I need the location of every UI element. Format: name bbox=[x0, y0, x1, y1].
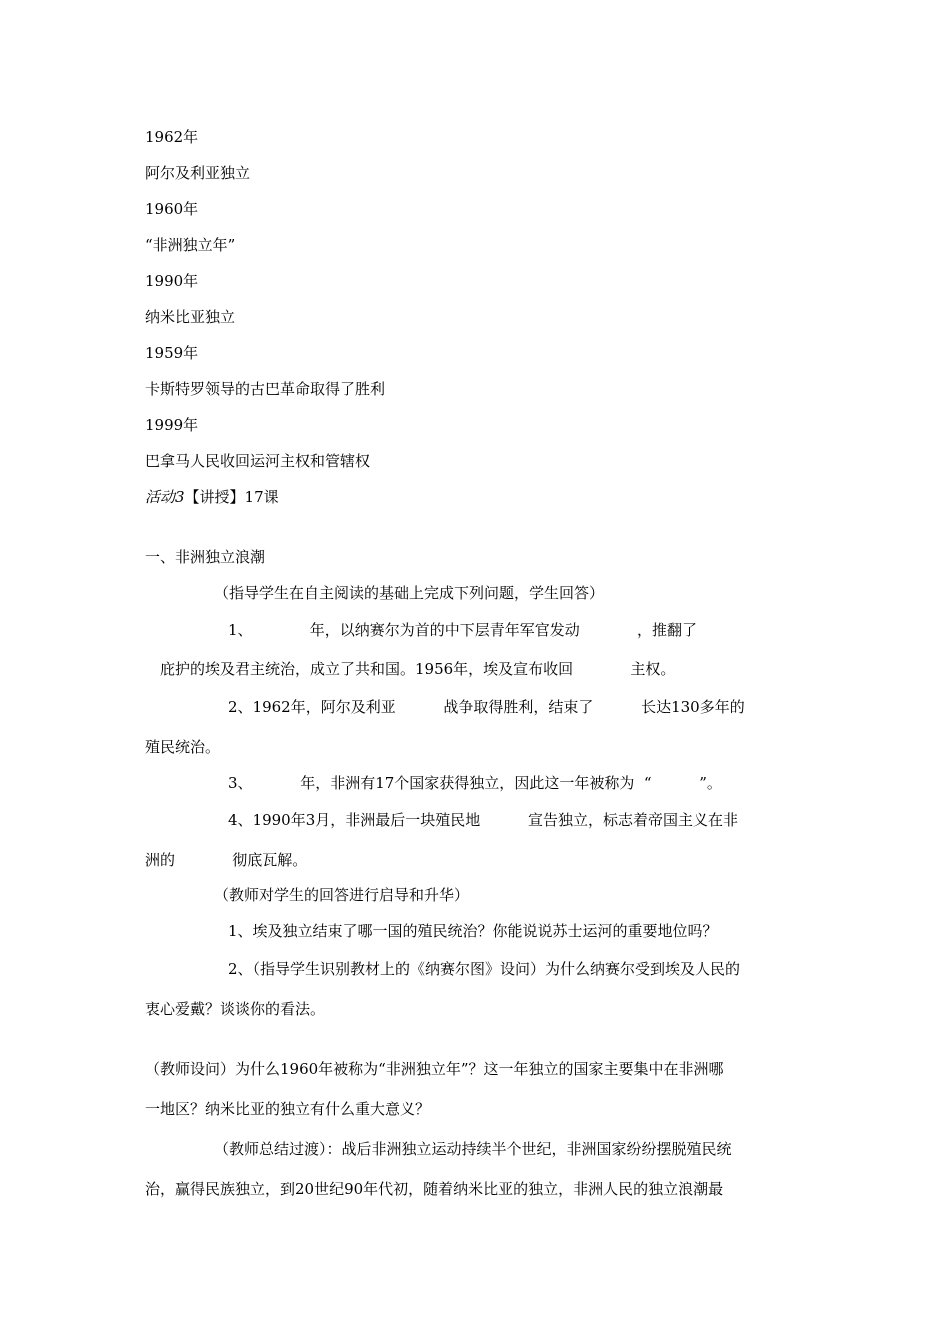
guide-question-2-line-1: 2、（指导学生识别教材上的《纳赛尔图》设问）为什么纳赛尔受到埃及人民的 bbox=[228, 960, 741, 978]
question-4-line-2: 洲的 彻底瓦解。 bbox=[145, 851, 308, 869]
question-3: 3、 年，非洲有17个国家获得独立，因此这一年被称为 “ ”。 bbox=[228, 774, 722, 792]
section-heading: 一、非洲独立浪潮 bbox=[145, 548, 266, 566]
teacher-summary-line-2: 治，赢得民族独立，到20世纪90年代初，随着纳米比亚的独立，非洲人民的独立浪潮最 bbox=[145, 1180, 724, 1198]
question-2-line-1: 2、1962年，阿尔及利亚 战争取得胜利，结束了 长达130多年的 bbox=[228, 698, 745, 716]
activity-label: 活动3 bbox=[145, 488, 185, 506]
teacher-question-line-1: （教师设问）为什么1960年被称为“非洲独立年”？这一年独立的国家主要集中在非洲哪 bbox=[145, 1060, 724, 1078]
timeline-year-1: 1962年 bbox=[145, 128, 199, 146]
question-1-line-1: 1、 年，以纳赛尔为首的中下层青年军官发动 ，推翻了 bbox=[228, 621, 697, 639]
timeline-event-5: 巴拿马人民收回运河主权和管辖权 bbox=[145, 452, 371, 470]
timeline-year-2: 1960年 bbox=[145, 200, 199, 218]
timeline-year-4: 1959年 bbox=[145, 344, 199, 362]
instruction-text: （指导学生在自主阅读的基础上完成下列问题，学生回答） bbox=[214, 584, 605, 602]
question-2-line-2: 殖民统治。 bbox=[145, 738, 221, 756]
timeline-event-2: “非洲独立年” bbox=[145, 236, 236, 254]
teacher-question-line-2: 一地区？纳米比亚的独立有什么重大意义？ bbox=[145, 1100, 431, 1118]
timeline-event-4: 卡斯特罗领导的古巴革命取得了胜利 bbox=[145, 380, 386, 398]
timeline-year-3: 1990年 bbox=[145, 272, 199, 290]
timeline-event-3: 纳米比亚独立 bbox=[145, 308, 236, 326]
activity-heading bbox=[145, 488, 279, 506]
guide-question-1: 1、埃及独立结束了哪一国的殖民统治？你能说说苏士运河的重要地位吗？ bbox=[228, 922, 718, 940]
timeline-event-1: 阿尔及利亚独立 bbox=[145, 164, 251, 182]
teacher-summary-line-1: （教师总结过渡）：战后非洲独立运动持续半个世纪，非洲国家纷纷摆脱殖民统 bbox=[214, 1140, 732, 1158]
question-4-line-1: 4、1990年3月，非洲最后一块殖民地 宣告独立，标志着帝国主义在非 bbox=[228, 811, 738, 829]
activity-rest: 【讲授】17课 bbox=[184, 488, 279, 506]
teacher-guide-text: （教师对学生的回答进行启导和升华） bbox=[214, 886, 470, 904]
guide-question-2-line-2: 衷心爱戴？谈谈你的看法。 bbox=[145, 1000, 326, 1018]
timeline-year-5: 1999年 bbox=[145, 416, 199, 434]
question-1-line-2: 庇护的埃及君主统治，成立了共和国。1956年，埃及宣布收回 主权。 bbox=[160, 660, 676, 678]
